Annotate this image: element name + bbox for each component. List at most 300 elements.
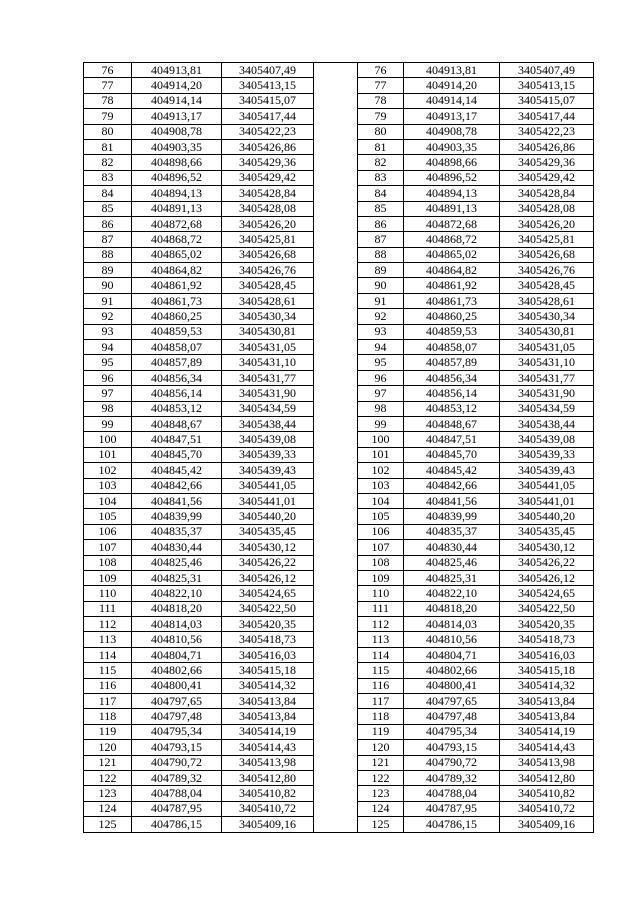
left-x-coordinate-cell: 404847,51: [132, 432, 222, 447]
left-y-coordinate-cell: 3405426,22: [222, 555, 314, 570]
left-point-number-cell: 92: [84, 309, 132, 324]
left-x-coordinate-cell: 404797,65: [132, 694, 222, 709]
left-y-coordinate-cell: 3405410,72: [222, 801, 314, 816]
left-x-coordinate-cell: 404914,20: [132, 78, 222, 93]
left-x-coordinate-cell: 404860,25: [132, 309, 222, 324]
table-row: [84, 570, 594, 585]
right-y-coordinate-cell: 3405430,34: [500, 309, 594, 324]
left-x-coordinate-cell: 404856,14: [132, 386, 222, 401]
right-x-coordinate-cell: 404861,92: [404, 278, 500, 293]
right-y-coordinate-cell: 3405422,23: [500, 124, 594, 139]
right-y-coordinate-cell: 3405425,81: [500, 232, 594, 247]
column-gap: [314, 78, 358, 93]
right-x-coordinate-cell: 404891,13: [404, 201, 500, 216]
right-point-number-cell: 80: [358, 124, 404, 139]
table-row: [84, 463, 594, 478]
left-x-coordinate-cell: 404804,71: [132, 647, 222, 662]
table-row: [84, 632, 594, 647]
column-gap: [314, 755, 358, 770]
left-x-coordinate-cell: 404818,20: [132, 601, 222, 616]
left-y-coordinate-cell: 3405410,82: [222, 786, 314, 801]
left-point-number-cell: 98: [84, 401, 132, 416]
left-x-coordinate-cell: 404790,72: [132, 755, 222, 770]
left-y-coordinate-cell: 3405430,81: [222, 324, 314, 339]
column-gap: [314, 232, 358, 247]
left-point-number-cell: 106: [84, 524, 132, 539]
column-gap: [314, 663, 358, 678]
left-point-number-cell: 117: [84, 694, 132, 709]
right-point-number-cell: 99: [358, 416, 404, 431]
left-point-number-cell: 90: [84, 278, 132, 293]
left-y-coordinate-cell: 3405417,44: [222, 109, 314, 124]
left-point-number-cell: 80: [84, 124, 132, 139]
right-point-number-cell: 78: [358, 93, 404, 108]
left-x-coordinate-cell: 404839,99: [132, 509, 222, 524]
right-point-number-cell: 103: [358, 478, 404, 493]
column-gap: [314, 540, 358, 555]
right-y-coordinate-cell: 3405431,90: [500, 386, 594, 401]
right-x-coordinate-cell: 404856,34: [404, 370, 500, 385]
right-x-coordinate-cell: 404908,78: [404, 124, 500, 139]
right-y-coordinate-cell: 3405413,84: [500, 709, 594, 724]
table-row: [84, 663, 594, 678]
right-point-number-cell: 93: [358, 324, 404, 339]
right-x-coordinate-cell: 404913,17: [404, 109, 500, 124]
right-x-coordinate-cell: 404914,14: [404, 93, 500, 108]
left-y-coordinate-cell: 3405435,45: [222, 524, 314, 539]
column-gap: [314, 293, 358, 308]
right-point-number-cell: 114: [358, 647, 404, 662]
left-x-coordinate-cell: 404825,46: [132, 555, 222, 570]
column-gap: [314, 555, 358, 570]
left-y-coordinate-cell: 3405431,10: [222, 355, 314, 370]
table-row: [84, 139, 594, 154]
right-y-coordinate-cell: 3405420,35: [500, 617, 594, 632]
right-y-coordinate-cell: 3405431,77: [500, 370, 594, 385]
column-gap: [314, 724, 358, 739]
right-y-coordinate-cell: 3405426,12: [500, 570, 594, 585]
left-point-number-cell: 122: [84, 770, 132, 785]
table-row: [84, 370, 594, 385]
left-point-number-cell: 99: [84, 416, 132, 431]
right-y-coordinate-cell: 3405430,12: [500, 540, 594, 555]
left-y-coordinate-cell: 3405429,36: [222, 155, 314, 170]
right-x-coordinate-cell: 404860,25: [404, 309, 500, 324]
right-y-coordinate-cell: 3405413,84: [500, 694, 594, 709]
right-x-coordinate-cell: 404810,56: [404, 632, 500, 647]
column-gap: [314, 278, 358, 293]
right-x-coordinate-cell: 404797,48: [404, 709, 500, 724]
right-x-coordinate-cell: 404787,95: [404, 801, 500, 816]
column-gap: [314, 355, 358, 370]
left-x-coordinate-cell: 404845,42: [132, 463, 222, 478]
right-x-coordinate-cell: 404839,99: [404, 509, 500, 524]
left-x-coordinate-cell: 404841,56: [132, 493, 222, 508]
left-point-number-cell: 78: [84, 93, 132, 108]
column-gap: [314, 139, 358, 154]
left-x-coordinate-cell: 404913,17: [132, 109, 222, 124]
left-x-coordinate-cell: 404800,41: [132, 678, 222, 693]
table-row: [84, 694, 594, 709]
column-gap: [314, 786, 358, 801]
left-y-coordinate-cell: 3405430,12: [222, 540, 314, 555]
left-point-number-cell: 97: [84, 386, 132, 401]
right-point-number-cell: 104: [358, 493, 404, 508]
right-point-number-cell: 122: [358, 770, 404, 785]
table-row: [84, 232, 594, 247]
right-point-number-cell: 121: [358, 755, 404, 770]
table-row: [84, 709, 594, 724]
right-y-coordinate-cell: 3405418,73: [500, 632, 594, 647]
left-y-coordinate-cell: 3405439,08: [222, 432, 314, 447]
left-y-coordinate-cell: 3405424,65: [222, 586, 314, 601]
table-row: [84, 170, 594, 185]
right-point-number-cell: 109: [358, 570, 404, 585]
right-point-number-cell: 96: [358, 370, 404, 385]
table-row: [84, 247, 594, 262]
right-x-coordinate-cell: 404822,10: [404, 586, 500, 601]
right-point-number-cell: 95: [358, 355, 404, 370]
table-row: [84, 724, 594, 739]
column-gap: [314, 170, 358, 185]
right-point-number-cell: 98: [358, 401, 404, 416]
left-y-coordinate-cell: 3405426,86: [222, 139, 314, 154]
right-x-coordinate-cell: 404896,52: [404, 170, 500, 185]
right-x-coordinate-cell: 404825,46: [404, 555, 500, 570]
right-y-coordinate-cell: 3405440,20: [500, 509, 594, 524]
right-point-number-cell: 97: [358, 386, 404, 401]
right-y-coordinate-cell: 3405428,45: [500, 278, 594, 293]
left-point-number-cell: 110: [84, 586, 132, 601]
right-x-coordinate-cell: 404795,34: [404, 724, 500, 739]
right-y-coordinate-cell: 3405415,18: [500, 663, 594, 678]
right-y-coordinate-cell: 3405414,32: [500, 678, 594, 693]
column-gap: [314, 109, 358, 124]
left-y-coordinate-cell: 3405409,16: [222, 817, 314, 832]
right-y-coordinate-cell: 3405417,44: [500, 109, 594, 124]
table-row: [84, 432, 594, 447]
left-x-coordinate-cell: 404858,07: [132, 340, 222, 355]
left-point-number-cell: 102: [84, 463, 132, 478]
right-y-coordinate-cell: 3405438,44: [500, 416, 594, 431]
right-y-coordinate-cell: 3405435,45: [500, 524, 594, 539]
left-y-coordinate-cell: 3405429,42: [222, 170, 314, 185]
right-x-coordinate-cell: 404914,20: [404, 78, 500, 93]
table-row: [84, 509, 594, 524]
right-x-coordinate-cell: 404857,89: [404, 355, 500, 370]
column-gap: [314, 478, 358, 493]
right-point-number-cell: 116: [358, 678, 404, 693]
left-point-number-cell: 115: [84, 663, 132, 678]
column-gap: [314, 678, 358, 693]
table-row: [84, 309, 594, 324]
left-x-coordinate-cell: 404795,34: [132, 724, 222, 739]
right-point-number-cell: 83: [358, 170, 404, 185]
left-x-coordinate-cell: 404868,72: [132, 232, 222, 247]
right-x-coordinate-cell: 404800,41: [404, 678, 500, 693]
column-gap: [314, 386, 358, 401]
table-row: [84, 524, 594, 539]
right-point-number-cell: 118: [358, 709, 404, 724]
left-y-coordinate-cell: 3405431,05: [222, 340, 314, 355]
table-row: [84, 386, 594, 401]
right-y-coordinate-cell: 3405422,50: [500, 601, 594, 616]
column-gap: [314, 586, 358, 601]
column-gap: [314, 201, 358, 216]
table-row: [84, 493, 594, 508]
left-point-number-cell: 100: [84, 432, 132, 447]
right-y-coordinate-cell: 3405426,86: [500, 139, 594, 154]
right-point-number-cell: 100: [358, 432, 404, 447]
column-gap: [314, 632, 358, 647]
right-x-coordinate-cell: 404842,66: [404, 478, 500, 493]
right-point-number-cell: 77: [358, 78, 404, 93]
left-x-coordinate-cell: 404865,02: [132, 247, 222, 262]
left-point-number-cell: 84: [84, 186, 132, 201]
left-y-coordinate-cell: 3405422,23: [222, 124, 314, 139]
left-y-coordinate-cell: 3405413,15: [222, 78, 314, 93]
right-y-coordinate-cell: 3405413,15: [500, 78, 594, 93]
left-point-number-cell: 124: [84, 801, 132, 816]
right-y-coordinate-cell: 3405426,20: [500, 216, 594, 231]
table-row: [84, 293, 594, 308]
left-point-number-cell: 85: [84, 201, 132, 216]
right-y-coordinate-cell: 3405412,80: [500, 770, 594, 785]
right-point-number-cell: 107: [358, 540, 404, 555]
right-x-coordinate-cell: 404865,02: [404, 247, 500, 262]
left-x-coordinate-cell: 404848,67: [132, 416, 222, 431]
left-point-number-cell: 86: [84, 216, 132, 231]
left-point-number-cell: 76: [84, 63, 132, 78]
column-gap: [314, 770, 358, 785]
left-y-coordinate-cell: 3405426,12: [222, 570, 314, 585]
left-point-number-cell: 120: [84, 740, 132, 755]
right-point-number-cell: 86: [358, 216, 404, 231]
right-x-coordinate-cell: 404814,03: [404, 617, 500, 632]
left-x-coordinate-cell: 404853,12: [132, 401, 222, 416]
left-x-coordinate-cell: 404896,52: [132, 170, 222, 185]
coordinates-table-body: [84, 63, 594, 833]
left-y-coordinate-cell: 3405418,73: [222, 632, 314, 647]
right-x-coordinate-cell: 404872,68: [404, 216, 500, 231]
right-x-coordinate-cell: 404845,42: [404, 463, 500, 478]
left-x-coordinate-cell: 404822,10: [132, 586, 222, 601]
left-point-number-cell: 116: [84, 678, 132, 693]
right-x-coordinate-cell: 404789,32: [404, 770, 500, 785]
left-y-coordinate-cell: 3405413,98: [222, 755, 314, 770]
right-x-coordinate-cell: 404830,44: [404, 540, 500, 555]
right-x-coordinate-cell: 404903,35: [404, 139, 500, 154]
left-point-number-cell: 88: [84, 247, 132, 262]
right-x-coordinate-cell: 404845,70: [404, 447, 500, 462]
column-gap: [314, 124, 358, 139]
table-row: [84, 186, 594, 201]
left-y-coordinate-cell: 3405434,59: [222, 401, 314, 416]
left-y-coordinate-cell: 3405422,50: [222, 601, 314, 616]
right-y-coordinate-cell: 3405439,43: [500, 463, 594, 478]
left-x-coordinate-cell: 404856,34: [132, 370, 222, 385]
left-point-number-cell: 107: [84, 540, 132, 555]
left-y-coordinate-cell: 3405426,20: [222, 216, 314, 231]
right-y-coordinate-cell: 3405430,81: [500, 324, 594, 339]
right-x-coordinate-cell: 404864,82: [404, 263, 500, 278]
left-y-coordinate-cell: 3405428,84: [222, 186, 314, 201]
right-x-coordinate-cell: 404853,12: [404, 401, 500, 416]
column-gap: [314, 155, 358, 170]
right-point-number-cell: 94: [358, 340, 404, 355]
right-point-number-cell: 123: [358, 786, 404, 801]
table-row: [84, 755, 594, 770]
column-gap: [314, 817, 358, 832]
right-point-number-cell: 88: [358, 247, 404, 262]
left-point-number-cell: 123: [84, 786, 132, 801]
column-gap: [314, 647, 358, 662]
right-x-coordinate-cell: 404861,73: [404, 293, 500, 308]
right-point-number-cell: 102: [358, 463, 404, 478]
left-point-number-cell: 111: [84, 601, 132, 616]
table-row: [84, 416, 594, 431]
table-row: [84, 124, 594, 139]
table-row: [84, 201, 594, 216]
right-point-number-cell: 111: [358, 601, 404, 616]
right-point-number-cell: 79: [358, 109, 404, 124]
table-row: [84, 555, 594, 570]
right-x-coordinate-cell: 404858,07: [404, 340, 500, 355]
table-row: [84, 78, 594, 93]
table-row: [84, 586, 594, 601]
table-row: [84, 801, 594, 816]
left-x-coordinate-cell: 404914,14: [132, 93, 222, 108]
right-y-coordinate-cell: 3405431,10: [500, 355, 594, 370]
left-x-coordinate-cell: 404814,03: [132, 617, 222, 632]
left-y-coordinate-cell: 3405416,03: [222, 647, 314, 662]
column-gap: [314, 463, 358, 478]
left-point-number-cell: 121: [84, 755, 132, 770]
left-y-coordinate-cell: 3405431,90: [222, 386, 314, 401]
left-point-number-cell: 93: [84, 324, 132, 339]
right-point-number-cell: 106: [358, 524, 404, 539]
right-y-coordinate-cell: 3405424,65: [500, 586, 594, 601]
table-row: [84, 601, 594, 616]
table-row: [84, 401, 594, 416]
right-x-coordinate-cell: 404841,56: [404, 493, 500, 508]
left-y-coordinate-cell: 3405414,43: [222, 740, 314, 755]
right-x-coordinate-cell: 404804,71: [404, 647, 500, 662]
right-y-coordinate-cell: 3405428,61: [500, 293, 594, 308]
left-point-number-cell: 118: [84, 709, 132, 724]
left-x-coordinate-cell: 404864,82: [132, 263, 222, 278]
column-gap: [314, 601, 358, 616]
left-x-coordinate-cell: 404786,15: [132, 817, 222, 832]
table-row: [84, 617, 594, 632]
left-y-coordinate-cell: 3405415,07: [222, 93, 314, 108]
right-y-coordinate-cell: 3405441,01: [500, 493, 594, 508]
column-gap: [314, 493, 358, 508]
table-row: [84, 340, 594, 355]
left-point-number-cell: 101: [84, 447, 132, 462]
column-gap: [314, 186, 358, 201]
left-point-number-cell: 83: [84, 170, 132, 185]
right-y-coordinate-cell: 3405410,72: [500, 801, 594, 816]
column-gap: [314, 93, 358, 108]
table-row: [84, 817, 594, 832]
left-x-coordinate-cell: 404898,66: [132, 155, 222, 170]
right-y-coordinate-cell: 3405414,43: [500, 740, 594, 755]
left-y-coordinate-cell: 3405428,45: [222, 278, 314, 293]
right-point-number-cell: 87: [358, 232, 404, 247]
left-point-number-cell: 112: [84, 617, 132, 632]
table-row: [84, 93, 594, 108]
left-point-number-cell: 79: [84, 109, 132, 124]
left-y-coordinate-cell: 3405412,80: [222, 770, 314, 785]
right-y-coordinate-cell: 3405434,59: [500, 401, 594, 416]
right-x-coordinate-cell: 404848,67: [404, 416, 500, 431]
left-x-coordinate-cell: 404913,81: [132, 63, 222, 78]
left-x-coordinate-cell: 404797,48: [132, 709, 222, 724]
left-y-coordinate-cell: 3405440,20: [222, 509, 314, 524]
right-point-number-cell: 119: [358, 724, 404, 739]
right-point-number-cell: 85: [358, 201, 404, 216]
column-gap: [314, 524, 358, 539]
right-y-coordinate-cell: 3405428,84: [500, 186, 594, 201]
left-y-coordinate-cell: 3405430,34: [222, 309, 314, 324]
right-point-number-cell: 91: [358, 293, 404, 308]
table-row: [84, 540, 594, 555]
right-x-coordinate-cell: 404797,65: [404, 694, 500, 709]
column-gap: [314, 324, 358, 339]
left-y-coordinate-cell: 3405428,08: [222, 201, 314, 216]
right-x-coordinate-cell: 404825,31: [404, 570, 500, 585]
left-y-coordinate-cell: 3405413,84: [222, 694, 314, 709]
left-x-coordinate-cell: 404861,73: [132, 293, 222, 308]
left-point-number-cell: 77: [84, 78, 132, 93]
right-x-coordinate-cell: 404847,51: [404, 432, 500, 447]
right-x-coordinate-cell: 404835,37: [404, 524, 500, 539]
left-x-coordinate-cell: 404859,53: [132, 324, 222, 339]
right-point-number-cell: 115: [358, 663, 404, 678]
left-y-coordinate-cell: 3405414,32: [222, 678, 314, 693]
right-x-coordinate-cell: 404859,53: [404, 324, 500, 339]
right-x-coordinate-cell: 404788,04: [404, 786, 500, 801]
right-point-number-cell: 125: [358, 817, 404, 832]
left-point-number-cell: 96: [84, 370, 132, 385]
left-point-number-cell: 104: [84, 493, 132, 508]
left-y-coordinate-cell: 3405439,33: [222, 447, 314, 462]
left-point-number-cell: 105: [84, 509, 132, 524]
left-point-number-cell: 125: [84, 817, 132, 832]
right-y-coordinate-cell: 3405414,19: [500, 724, 594, 739]
column-gap: [314, 432, 358, 447]
table-row: [84, 740, 594, 755]
table-row: [84, 278, 594, 293]
left-point-number-cell: 82: [84, 155, 132, 170]
column-gap: [314, 370, 358, 385]
right-y-coordinate-cell: 3405439,08: [500, 432, 594, 447]
column-gap: [314, 216, 358, 231]
right-point-number-cell: 76: [358, 63, 404, 78]
table-row: [84, 786, 594, 801]
right-y-coordinate-cell: 3405431,05: [500, 340, 594, 355]
column-gap: [314, 570, 358, 585]
table-row: [84, 770, 594, 785]
left-y-coordinate-cell: 3405426,68: [222, 247, 314, 262]
left-x-coordinate-cell: 404810,56: [132, 632, 222, 647]
right-x-coordinate-cell: 404818,20: [404, 601, 500, 616]
table-row: [84, 109, 594, 124]
right-point-number-cell: 120: [358, 740, 404, 755]
left-point-number-cell: 103: [84, 478, 132, 493]
left-y-coordinate-cell: 3405420,35: [222, 617, 314, 632]
